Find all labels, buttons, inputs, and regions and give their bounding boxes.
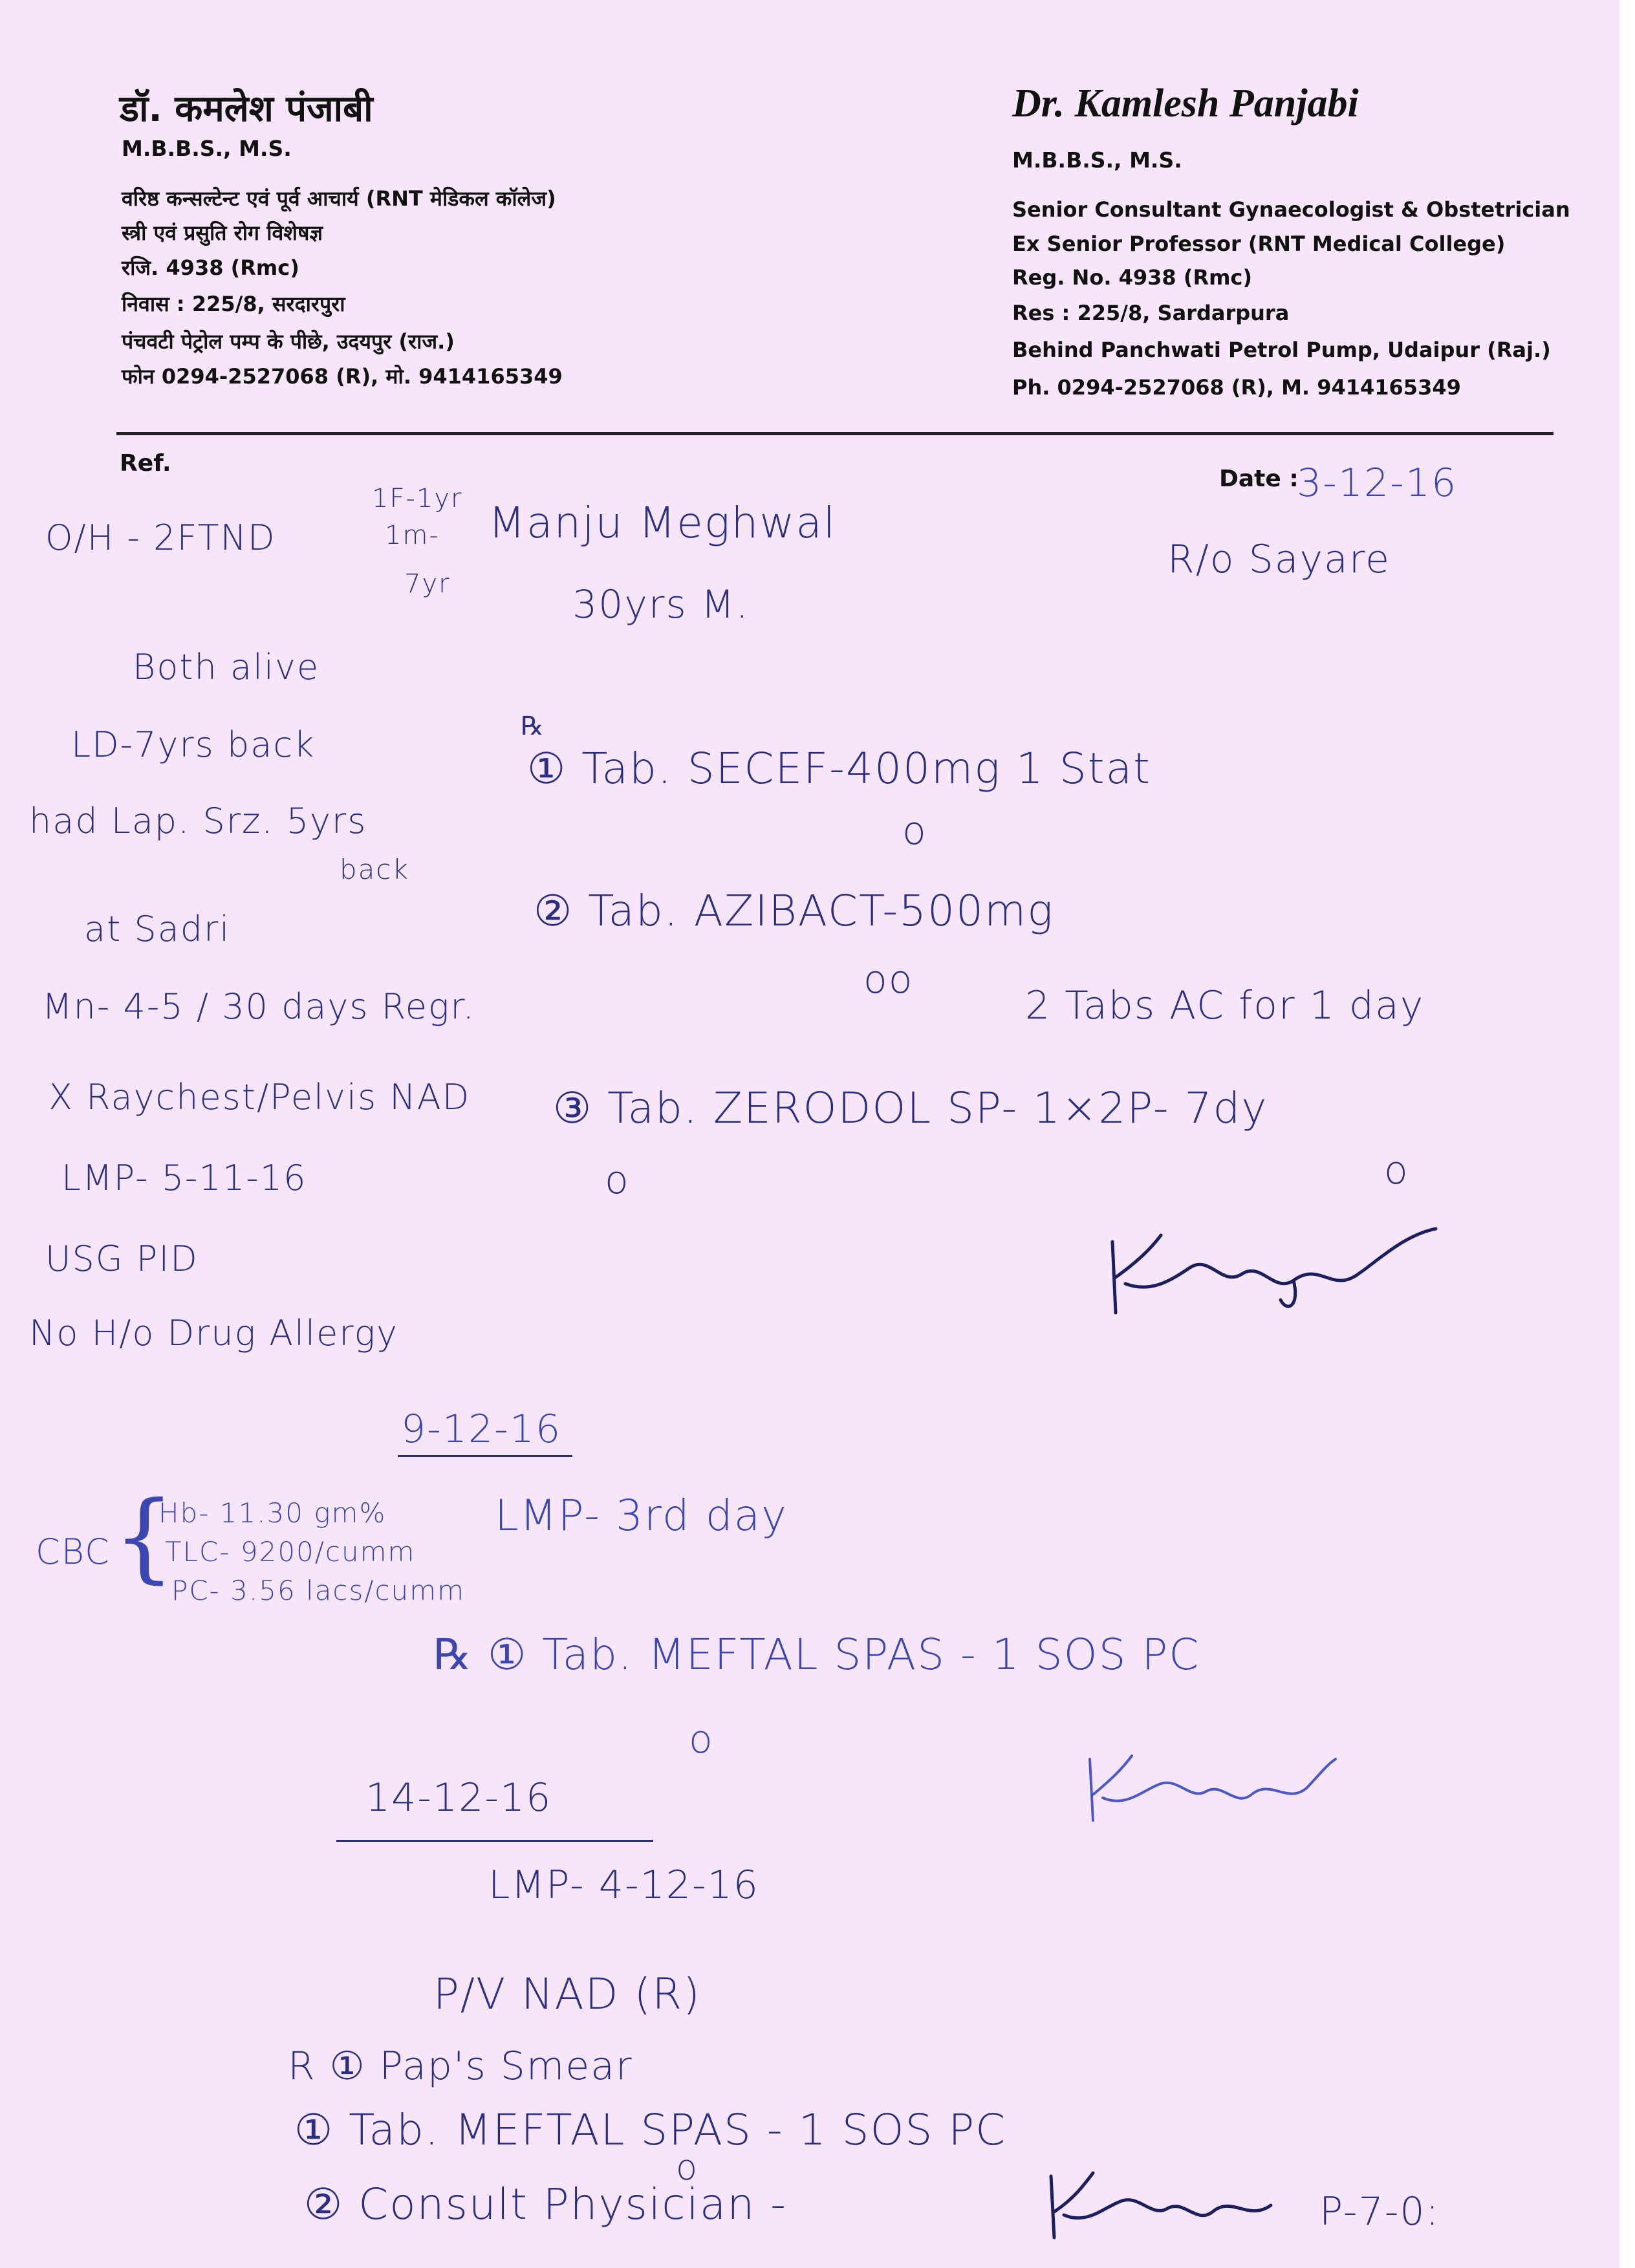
scan-edge	[1619, 0, 1635, 2268]
visit3-rx-3: ② Consult Physician -	[304, 2179, 787, 2229]
visit3-date-underline	[336, 1840, 653, 1842]
history-line-5: at Sadri	[84, 909, 231, 949]
history-line-4: back	[340, 854, 409, 885]
rx-line-2: ② Tab. AZIBACT-500mg	[534, 886, 1054, 936]
history-line-2: LD-7yrs back	[71, 724, 316, 765]
visit3-pv: P/V NAD (R)	[433, 1969, 701, 2019]
parity-note-a: 1F-1yr	[372, 484, 463, 513]
patient-name: Manju Meghwal	[488, 498, 837, 548]
rx-line-1: ① Tab. SECEF-400mg 1 Stat	[527, 744, 1151, 794]
history-line-6: Mn- 4-5 / 30 days Regr.	[42, 986, 475, 1027]
history-line-8: LMP- 5-11-16	[61, 1158, 307, 1198]
degree-english: M.B.B.S., M.S.	[1012, 147, 1182, 173]
visit2-date: 9-12-16	[401, 1407, 562, 1452]
parity-note-b: 1m-	[385, 521, 440, 550]
date-label: Date :	[1219, 466, 1299, 492]
landmark-english: Behind Panchwati Petrol Pump, Udaipur (Raj.)	[1012, 338, 1551, 362]
rx-dose-1: o	[902, 808, 927, 854]
phone-english: Ph. 0294-2527068 (R), M. 9414165349	[1012, 375, 1461, 400]
history-line-9: USG PID	[45, 1238, 199, 1279]
cbc-brace: {	[113, 1481, 175, 1593]
patient-age: 30yrs M.	[572, 582, 750, 627]
rx-line-3: ③ Tab. ZERODOL SP- 1×2P- 7dy	[553, 1083, 1268, 1133]
former-post-english: Ex Senior Professor (RNT Medical College)	[1012, 232, 1506, 256]
registration-english: Reg. No. 4938 (Rmc)	[1012, 265, 1253, 290]
history-line-7: X Raychest/Pelvis NAD	[49, 1077, 471, 1118]
residence-english: Res : 225/8, Sardarpura	[1012, 301, 1290, 325]
ref-label: Ref.	[120, 450, 171, 477]
cbc-pc: PC- 3.56 lacs/cumm	[171, 1575, 466, 1606]
parity-note-c: 7yr	[404, 569, 451, 599]
visit2-date-underline	[398, 1455, 572, 1457]
degree-hindi-block: M.B.B.S., M.S.	[122, 136, 292, 161]
visit3-rx-2: ① Tab. MEFTAL SPAS - 1 SOS PC	[294, 2105, 1007, 2155]
obstetric-history: O/H - 2FTND	[45, 517, 276, 558]
phone-hindi: फोन 0294-2527068 (R), मो. 9414165349	[122, 364, 563, 389]
history-line-10: No H/o Drug Allergy	[29, 1313, 398, 1354]
visit3-lmp: LMP- 4-12-16	[488, 1863, 759, 1908]
designation-english: Senior Consultant Gynaecologist & Obstetrician	[1012, 197, 1570, 222]
landmark-hindi: पंचवटी पेट्रोल पम्प के पीछे, उदयपुर (राज.)	[122, 329, 455, 354]
doctor-signature-2	[1080, 1746, 1339, 1830]
visit3-date: 14-12-16	[365, 1775, 552, 1820]
cbc-tlc: TLC- 9200/cumm	[165, 1536, 416, 1568]
doctor-name-hindi: डॉ. कमलेश पंजाबी	[120, 88, 373, 130]
designation-hindi: वरिष्ठ कन्सल्टेन्ट एवं पूर्व आचार्य (RNT मेडिकल कॉलेज)	[122, 186, 556, 211]
header-divider	[116, 432, 1554, 435]
date-value: 3-12-16	[1297, 460, 1458, 506]
rx-dose-2: oo	[863, 957, 914, 1002]
cbc-hb: Hb- 11.30 gm%	[158, 1497, 387, 1529]
rx-symbol: ℞	[521, 711, 545, 741]
visit3-followup: P-7-0:	[1319, 2189, 1440, 2234]
history-line-1: Both alive	[133, 647, 320, 687]
doctor-name-english: Dr. Kamlesh Panjabi	[1012, 81, 1359, 125]
doctor-signature-1	[1099, 1222, 1462, 1319]
specialty-hindi: स्त्री एवं प्रसुति रोग विशेषज्ञ	[122, 221, 323, 245]
history-line-3: had Lap. Srz. 5yrs	[29, 801, 367, 841]
doctor-signature-3	[1041, 2166, 1287, 2244]
residence-hindi: निवास : 225/8, सरदारपुरा	[122, 292, 345, 316]
rx-dose-3a: o	[605, 1158, 630, 1203]
visit3-dose: o	[676, 2147, 699, 2188]
visit2-dose: o	[689, 1717, 714, 1762]
registration-hindi: रजि. 4938 (Rmc)	[122, 255, 299, 280]
visit3-rx-1: R ① Pap's Smear	[288, 2044, 633, 2089]
cbc-label: CBC	[36, 1531, 111, 1572]
patient-residence: R/o Sayare	[1167, 537, 1391, 582]
rx-dose-3b: o	[1384, 1148, 1409, 1193]
rx-note-2: 2 Tabs AC for 1 day	[1025, 983, 1425, 1028]
visit2-rx: ℞ ① Tab. MEFTAL SPAS - 1 SOS PC	[433, 1630, 1200, 1679]
visit2-lmp: LMP- 3rd day	[495, 1491, 788, 1540]
